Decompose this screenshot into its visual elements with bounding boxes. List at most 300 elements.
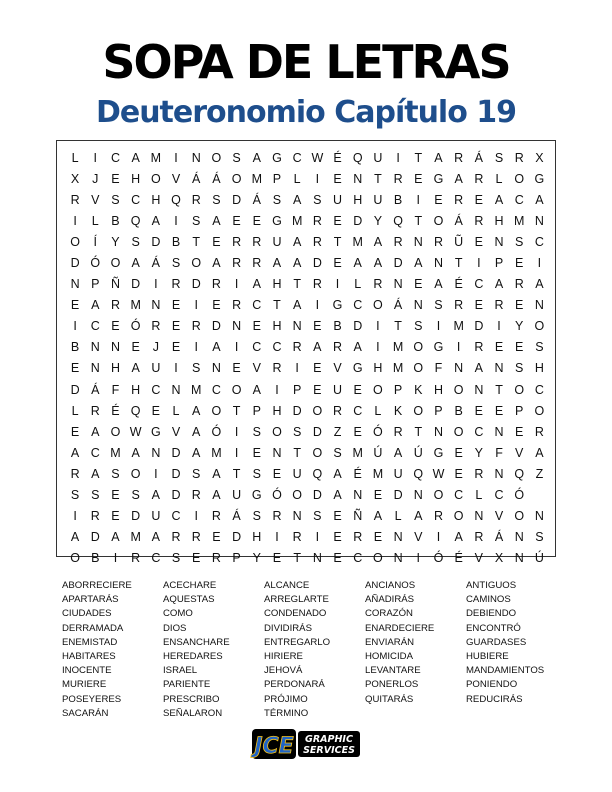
- grid-cell: R: [90, 403, 100, 418]
- grid-cell: R: [90, 509, 100, 524]
- grid-cell: E: [70, 424, 80, 439]
- grid-cell: C: [514, 192, 524, 207]
- grid-cell: E: [212, 298, 221, 313]
- grid-cell: T: [232, 466, 241, 481]
- grid-cell: R: [393, 424, 403, 439]
- grid-cell: E: [252, 445, 261, 460]
- grid-cell: D: [171, 445, 181, 460]
- grid-cell: T: [495, 382, 503, 397]
- word-list-item: HOMICIDA: [365, 650, 413, 662]
- grid-cell: D: [70, 256, 80, 271]
- grid-cell: O: [534, 319, 545, 334]
- grid-cell: N: [393, 530, 403, 545]
- grid-row: [65, 252, 550, 273]
- grid-cell: E: [212, 530, 221, 545]
- grid-cell: C: [110, 150, 120, 165]
- grid-cell: M: [251, 171, 262, 186]
- grid-cell: D: [474, 319, 484, 334]
- grid-cell: E: [313, 319, 322, 334]
- grid-cell: O: [453, 382, 464, 397]
- grid-cell: L: [71, 403, 79, 418]
- grid-cell: R: [474, 466, 484, 481]
- grid-cell: G: [433, 340, 444, 355]
- grid-cell: B: [393, 192, 403, 207]
- grid-cell: U: [292, 466, 302, 481]
- grid-cell: A: [292, 234, 302, 249]
- grid-cell: R: [333, 403, 343, 418]
- word-list-item: HABITARES: [62, 650, 116, 662]
- grid-cell: H: [373, 361, 383, 376]
- grid-cell: N: [413, 298, 423, 313]
- word-list-item: ARREGLARTE: [264, 594, 329, 606]
- grid-cell: V: [333, 361, 342, 376]
- grid-cell: R: [252, 234, 262, 249]
- grid-cell: L: [475, 488, 483, 503]
- grid-cell: L: [172, 403, 180, 418]
- grid-cell: A: [434, 150, 443, 165]
- grid-cell: M: [150, 150, 162, 165]
- grid-cell: R: [454, 192, 464, 207]
- grid-cell: C: [474, 424, 484, 439]
- grid-cell: S: [494, 150, 504, 165]
- grid-cell: E: [212, 234, 221, 249]
- grid-cell: A: [151, 213, 161, 228]
- grid-cell: U: [333, 192, 343, 207]
- grid-cell: S: [313, 509, 322, 524]
- grid-cell: R: [211, 551, 221, 566]
- grid-cell: R: [433, 234, 443, 249]
- grid-cell: A: [535, 192, 544, 207]
- grid-cell: Í: [93, 234, 98, 249]
- grid-cell: S: [292, 424, 302, 439]
- grid-cell: W: [432, 466, 445, 481]
- grid-row: [65, 147, 550, 168]
- word-list-item: DIOS: [163, 622, 187, 634]
- grid-cell: E: [373, 530, 383, 545]
- word-list-item: ENCONTRÓ: [466, 622, 521, 634]
- grid-cell: R: [474, 171, 484, 186]
- grid-cell: D: [292, 403, 302, 418]
- grid-cell: A: [393, 445, 403, 460]
- grid-cell: I: [456, 340, 461, 355]
- grid-cell: N: [90, 340, 100, 355]
- grid-cell: D: [191, 277, 201, 292]
- grid-cell: Ñ: [110, 277, 120, 292]
- grid-cell: N: [474, 509, 484, 524]
- grid-cell: C: [252, 340, 262, 355]
- grid-cell: Ú: [413, 445, 423, 460]
- grid-cell: V: [171, 171, 181, 186]
- grid-cell: I: [436, 319, 441, 334]
- grid-cell: R: [312, 277, 322, 292]
- grid-cell: I: [73, 509, 77, 524]
- grid-cell: R: [171, 530, 181, 545]
- page-subtitle: Deuteronomio Capítulo 19: [95, 95, 517, 130]
- grid-cell: S: [131, 488, 140, 503]
- grid-cell: M: [453, 319, 464, 334]
- grid-cell: D: [312, 424, 322, 439]
- grid-cell: T: [293, 445, 301, 460]
- word-list-item: ENEMISTAD: [62, 636, 118, 648]
- grid-cell: P: [434, 403, 443, 418]
- grid-cell: N: [90, 361, 100, 376]
- word-list-item: SEÑALARON: [163, 707, 223, 719]
- grid-cell: O: [231, 171, 242, 186]
- grid-cell: I: [174, 213, 178, 228]
- grid-cell: A: [91, 466, 100, 481]
- grid-cell: I: [335, 277, 340, 292]
- grid-cell: S: [252, 424, 261, 439]
- grid-cell: Á: [192, 171, 201, 186]
- word-list-item: CONDENADO: [264, 608, 327, 620]
- grid-cell: G: [150, 424, 161, 439]
- grid-row: [65, 168, 550, 189]
- grid-cell: A: [272, 256, 282, 271]
- grid-cell: A: [353, 256, 362, 271]
- grid-cell: I: [234, 445, 239, 460]
- grid-cell: A: [131, 256, 140, 271]
- grid-cell: R: [211, 277, 221, 292]
- grid-cell: I: [396, 150, 400, 165]
- grid-cell: N: [151, 298, 161, 313]
- grid-cell: M: [392, 340, 404, 355]
- word-list-item: POSEYERES: [62, 693, 122, 705]
- grid-cell: O: [413, 340, 424, 355]
- grid-cell: C: [494, 488, 504, 503]
- grid-row: [65, 506, 550, 527]
- word-list-item: ENSANCHARE: [163, 636, 230, 648]
- grid-cell: M: [392, 361, 404, 376]
- grid-cell: R: [272, 361, 282, 376]
- grid-cell: V: [91, 192, 100, 207]
- grid-cell: N: [474, 382, 484, 397]
- grid-cell: É: [353, 466, 362, 481]
- grid-cell: J: [92, 171, 99, 186]
- grid-cell: I: [93, 150, 98, 165]
- grid-cell: A: [70, 445, 80, 460]
- grid-cell: C: [131, 192, 141, 207]
- grid-cell: E: [333, 213, 342, 228]
- grid-cell: S: [111, 466, 120, 481]
- grid-cell: A: [292, 256, 302, 271]
- grid-cell: A: [414, 256, 423, 271]
- grid-cell: D: [151, 234, 161, 249]
- grid-cell: S: [192, 213, 201, 228]
- grid-cell: T: [414, 150, 423, 165]
- grid-cell: L: [374, 403, 382, 418]
- grid-cell: W: [129, 424, 142, 439]
- grid-cell: G: [534, 171, 545, 186]
- grid-cell: R: [474, 340, 484, 355]
- word-list-item: ABORRECIERE: [62, 580, 132, 591]
- grid-cell: O: [373, 298, 383, 313]
- grid-row: [65, 485, 550, 506]
- grid-cell: L: [293, 171, 301, 186]
- grid-cell: É: [454, 551, 463, 566]
- grid-cell: Á: [393, 298, 403, 313]
- grid-cell: M: [514, 213, 525, 228]
- grid-cell: R: [70, 192, 80, 207]
- grid-cell: P: [252, 403, 261, 418]
- grid-cell: D: [90, 530, 100, 545]
- grid-cell: O: [191, 256, 202, 271]
- grid-cell: U: [393, 466, 403, 481]
- grid-cell: T: [293, 551, 301, 566]
- grid-cell: H: [534, 361, 544, 376]
- grid-cell: L: [394, 509, 402, 524]
- word-list-item: DERRAMADA: [62, 622, 124, 634]
- grid-cell: N: [494, 466, 504, 481]
- grid-cell: N: [433, 424, 443, 439]
- grid-cell: I: [315, 171, 320, 186]
- grid-cell: E: [474, 192, 484, 207]
- word-list-item: ACECHARE: [163, 580, 217, 591]
- grid-cell: Z: [535, 466, 544, 481]
- grid-cell: C: [534, 382, 544, 397]
- grid-cell: I: [194, 298, 198, 313]
- grid-cell: Ó: [130, 319, 141, 334]
- word-list-item: HEREDARES: [163, 650, 223, 662]
- grid-cell: N: [312, 551, 322, 566]
- grid-cell: R: [353, 530, 363, 545]
- word-list-item: INOCENTE: [62, 665, 112, 677]
- grid-cell: N: [393, 551, 403, 566]
- grid-cell: R: [393, 171, 403, 186]
- grid-cell: R: [232, 256, 242, 271]
- grid-cell: G: [272, 150, 282, 165]
- word-list-item: LEVANTARE: [365, 665, 421, 677]
- grid-cell: O: [150, 171, 161, 186]
- word-list-item: REDUCIRÁS: [466, 693, 523, 705]
- grid-cell: P: [292, 382, 302, 397]
- logo-line1: GRAPHIC: [305, 734, 353, 745]
- word-list-item: COMO: [163, 608, 193, 620]
- grid-cell: A: [212, 340, 221, 355]
- grid-cell: R: [514, 150, 524, 165]
- grid-cell: L: [91, 213, 99, 228]
- grid-cell: E: [252, 319, 261, 334]
- grid-cell: M: [352, 234, 363, 249]
- word-list-item: PONIENDO: [466, 679, 518, 691]
- grid-cell: O: [292, 488, 303, 503]
- grid-cell: Ó: [514, 488, 525, 503]
- word-list-item: CORAZÓN: [365, 608, 413, 620]
- grid-cell: A: [414, 509, 423, 524]
- grid-cell: B: [70, 340, 80, 355]
- grid-cell: A: [454, 530, 463, 545]
- grid-cell: N: [151, 445, 161, 460]
- grid-cell: S: [252, 466, 261, 481]
- grid-cell: O: [514, 509, 525, 524]
- grid-cell: O: [312, 403, 323, 418]
- grid-cell: E: [192, 551, 201, 566]
- grid-row: [65, 527, 550, 548]
- grid-cell: R: [333, 340, 343, 355]
- grid-cell: E: [353, 424, 362, 439]
- grid-cell: O: [373, 551, 383, 566]
- grid-cell: P: [494, 256, 504, 271]
- grid-cell: D: [353, 319, 363, 334]
- grid-cell: Ó: [272, 488, 282, 503]
- grid-cell: R: [191, 488, 201, 503]
- grid-cell: Q: [352, 150, 363, 165]
- word-list-item: PARIENTE: [163, 679, 211, 691]
- grid-cell: N: [353, 171, 363, 186]
- grid-cell: W: [311, 150, 324, 165]
- grid-cell: N: [272, 445, 282, 460]
- grid-cell: O: [312, 445, 323, 460]
- grid-cell: I: [537, 256, 542, 271]
- grid-cell: O: [70, 234, 80, 249]
- grid-cell: A: [333, 466, 342, 481]
- grid-cell: I: [315, 530, 320, 545]
- grid-cell: U: [232, 488, 242, 503]
- grid-cell: I: [477, 256, 481, 271]
- grid-cell: P: [393, 382, 403, 397]
- grid-cell: A: [151, 488, 161, 503]
- grid-cell: E: [474, 403, 484, 418]
- grid-cell: H: [252, 530, 262, 545]
- grid-cell: I: [194, 509, 198, 524]
- grid-cell: T: [293, 277, 301, 292]
- grid-cell: Q: [393, 213, 403, 228]
- grid-cell: A: [454, 171, 463, 186]
- grid-cell: E: [515, 256, 524, 271]
- grid-cell: D: [312, 488, 322, 503]
- grid-cell: I: [154, 466, 158, 481]
- grid-cell: V: [494, 509, 504, 524]
- grid-cell: B: [171, 234, 181, 249]
- grid-cell: R: [232, 298, 242, 313]
- grid-cell: N: [191, 150, 201, 165]
- grid-row: [65, 358, 550, 379]
- grid-cell: Á: [212, 171, 221, 186]
- word-list-item: GUARDASES: [466, 636, 527, 648]
- grid-cell: A: [494, 192, 504, 207]
- logo-line2: SERVICES: [303, 745, 355, 756]
- grid-cell: A: [252, 277, 261, 292]
- grid-cell: T: [414, 213, 423, 228]
- grid-cell: A: [353, 340, 362, 355]
- grid-cell: A: [373, 234, 383, 249]
- grid-cell: R: [232, 234, 242, 249]
- grid-cell: A: [292, 298, 302, 313]
- grid-cell: Y: [252, 551, 261, 566]
- grid-cell: N: [514, 530, 524, 545]
- grid-cell: S: [192, 466, 201, 481]
- grid-cell: A: [212, 256, 221, 271]
- grid-cell: O: [433, 488, 444, 503]
- word-list-item: CIUDADES: [62, 608, 112, 620]
- word-list-item: ENVIARÁN: [365, 636, 415, 648]
- word-list-item: AQUESTAS: [163, 594, 215, 606]
- grid-cell: E: [474, 298, 484, 313]
- grid-cell: N: [433, 256, 443, 271]
- grid-cell: E: [494, 403, 504, 418]
- grid-cell: A: [535, 277, 544, 292]
- grid-cell: E: [232, 213, 241, 228]
- word-list-item: PERDONARÁ: [264, 679, 325, 691]
- grid-cell: D: [393, 256, 403, 271]
- grid-cell: E: [70, 298, 80, 313]
- grid-cell: R: [272, 509, 282, 524]
- grid-cell: C: [272, 340, 282, 355]
- grid-cell: M: [110, 445, 121, 460]
- grid-cell: G: [332, 298, 343, 313]
- grid-cell: Á: [91, 382, 100, 397]
- grid-cell: D: [232, 192, 242, 207]
- grid-cell: S: [192, 361, 201, 376]
- grid-cell: É: [111, 403, 120, 418]
- grid-cell: O: [211, 403, 222, 418]
- grid-cell: R: [373, 277, 383, 292]
- word-list-item: ALCANCE: [264, 580, 310, 591]
- grid-cell: H: [272, 277, 282, 292]
- grid-cell: F: [434, 361, 443, 376]
- page-title: SOPA DE LETRAS: [102, 35, 510, 89]
- grid-cell: X: [494, 551, 504, 566]
- grid-cell: I: [416, 551, 421, 566]
- grid-cell: T: [273, 298, 281, 313]
- grid-cell: S: [272, 192, 282, 207]
- grid-cell: N: [413, 488, 423, 503]
- grid-cell: M: [211, 445, 222, 460]
- grid-cell: A: [192, 445, 201, 460]
- grid-cell: S: [171, 256, 181, 271]
- grid-cell: L: [354, 277, 362, 292]
- grid-cell: K: [414, 382, 423, 397]
- grid-cell: O: [110, 256, 121, 271]
- grid-cell: N: [211, 361, 221, 376]
- grid-cell: D: [211, 319, 221, 334]
- grid-cell: I: [154, 277, 158, 292]
- grid-cell: U: [333, 382, 343, 397]
- grid-cell: I: [376, 319, 380, 334]
- grid-cell: I: [113, 551, 118, 566]
- grid-cell: O: [453, 509, 464, 524]
- grid-cell: N: [70, 277, 80, 292]
- grid-cell: A: [131, 361, 140, 376]
- grid-cell: C: [151, 382, 161, 397]
- grid-cell: A: [192, 424, 201, 439]
- grid-cell: Á: [151, 256, 161, 271]
- grid-cell: E: [111, 319, 120, 334]
- grid-cell: C: [90, 445, 100, 460]
- grid-cell: Q: [130, 403, 141, 418]
- grid-cell: O: [433, 213, 444, 228]
- grid-cell: P: [272, 171, 282, 186]
- grid-cell: A: [535, 445, 544, 460]
- grid-row: [65, 295, 550, 316]
- grid-cell: I: [73, 319, 77, 334]
- grid-cell: C: [292, 150, 302, 165]
- grid-cell: R: [191, 530, 201, 545]
- grid-cell: S: [232, 150, 241, 165]
- grid-cell: E: [272, 551, 282, 566]
- grid-cell: R: [514, 277, 524, 292]
- grid-cell: A: [151, 530, 161, 545]
- grid-cell: C: [353, 298, 363, 313]
- grid-cell: S: [252, 509, 261, 524]
- grid-cell: S: [515, 361, 524, 376]
- grid-cell: C: [252, 298, 262, 313]
- grid-cell: A: [373, 509, 383, 524]
- grid-cell: Á: [494, 530, 504, 545]
- grid-cell: S: [70, 488, 80, 503]
- grid-cell: D: [312, 256, 322, 271]
- grid-cell: R: [211, 509, 221, 524]
- grid-cell: S: [333, 445, 342, 460]
